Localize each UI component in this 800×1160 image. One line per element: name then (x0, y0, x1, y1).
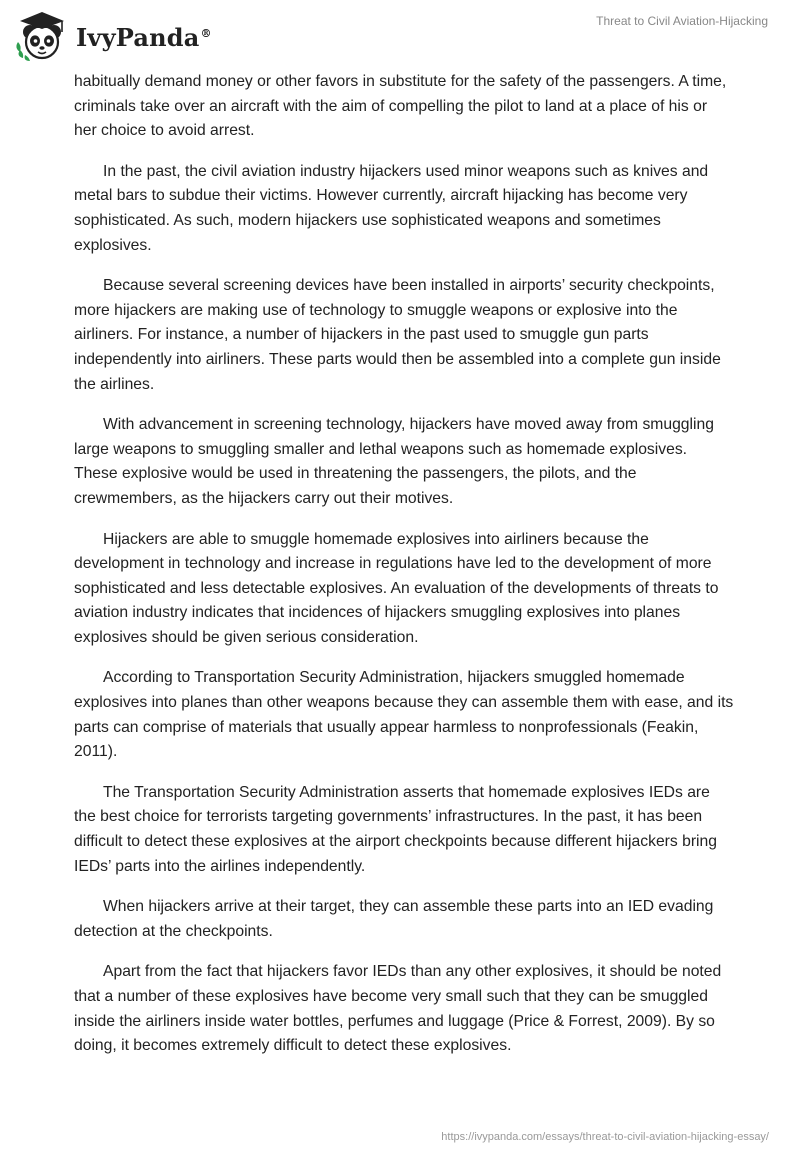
registered-mark: ® (200, 26, 212, 40)
ivypanda-logo[interactable] (14, 8, 212, 64)
paragraph: The Transportation Security Administration asserts that homemade explosives IEDs are the best choice for terrorists targeting governments’ infrastructures. In the past, it has been difficult to detect these explosives at the airport checkpoints because different hijackers bring IEDs’ parts into the airlines independently. (74, 783, 717, 875)
essay-body (74, 70, 734, 1075)
paragraph: Because several screening devices have been installed in airports’ security checkpoints, more hijackers are making use of technology to smuggle weapons or explosive into the airliners. For instance, a number of hijackers in the past used to smuggle gun parts independently into airliners. These parts would then be assembled into a complete gun inside the airlines. (74, 277, 721, 393)
page-header (0, 0, 800, 70)
paragraph: When hijackers arrive at their target, they can assemble these parts into an IED evading detection at the checkpoints. (74, 898, 714, 940)
paragraph: Hijackers are able to smuggle homemade explosives into airliners because the development in technology and increase in regulations have led to the development of more sophisticated and less detectable explosives. An evaluation of the developments of threats to aviation industry indicates that incidences of hijackers smuggling explosives into planes explosives should be given serious consideration. (74, 530, 719, 646)
paragraph: With advancement in screening technology, hijackers have moved away from smuggling large weapons to smuggling smaller and lethal weapons such as homemade explosives. These explosive would be used in threatening the passengers, the pilots, and the crewmembers, as the hijackers carry out their motives. (74, 416, 714, 507)
paragraph: habitually demand money or other favors in substitute for the safety of the passengers. A time, criminals take over an aircraft with the aim of compelling the pilot to land at a place of his or her choice to avoid arrest. (74, 73, 727, 140)
source-url-link[interactable]: https://ivypanda.com/essays/threat-to-civil-aviation-hijacking-essay/ (441, 1131, 769, 1143)
paragraph: Apart from the fact that hijackers favor IEDs than any other explosives, it should be noted that a number of these explosives have become very small such that they can be smuggled inside the airliners inside water bottles, perfumes and luggage (Price & Forrest, 2009). By so doing, it becomes extremely difficult to detect these explosives. (74, 963, 722, 1055)
paragraph: According to Transportation Security Administration, hijackers smuggled homemade explosives into planes than other weapons because they can assemble them with ease, and its parts can comprise of materials that usually appear harmless to nonprofessionals (Feakin, 2011). (74, 669, 734, 761)
brand-name-text: IvyPanda (76, 22, 200, 52)
document-title: Threat to Civil Aviation-Hijacking (596, 14, 768, 28)
brand-name (76, 23, 212, 52)
panda-graduation-cap-icon (14, 8, 70, 64)
paragraph: In the past, the civil aviation industry hijackers used minor weapons such as knives and metal bars to subdue their victims. However currently, aircraft hijacking has become very sophisticated. As such, modern hijackers use sophisticated weapons and sometimes explosives. (74, 162, 709, 254)
